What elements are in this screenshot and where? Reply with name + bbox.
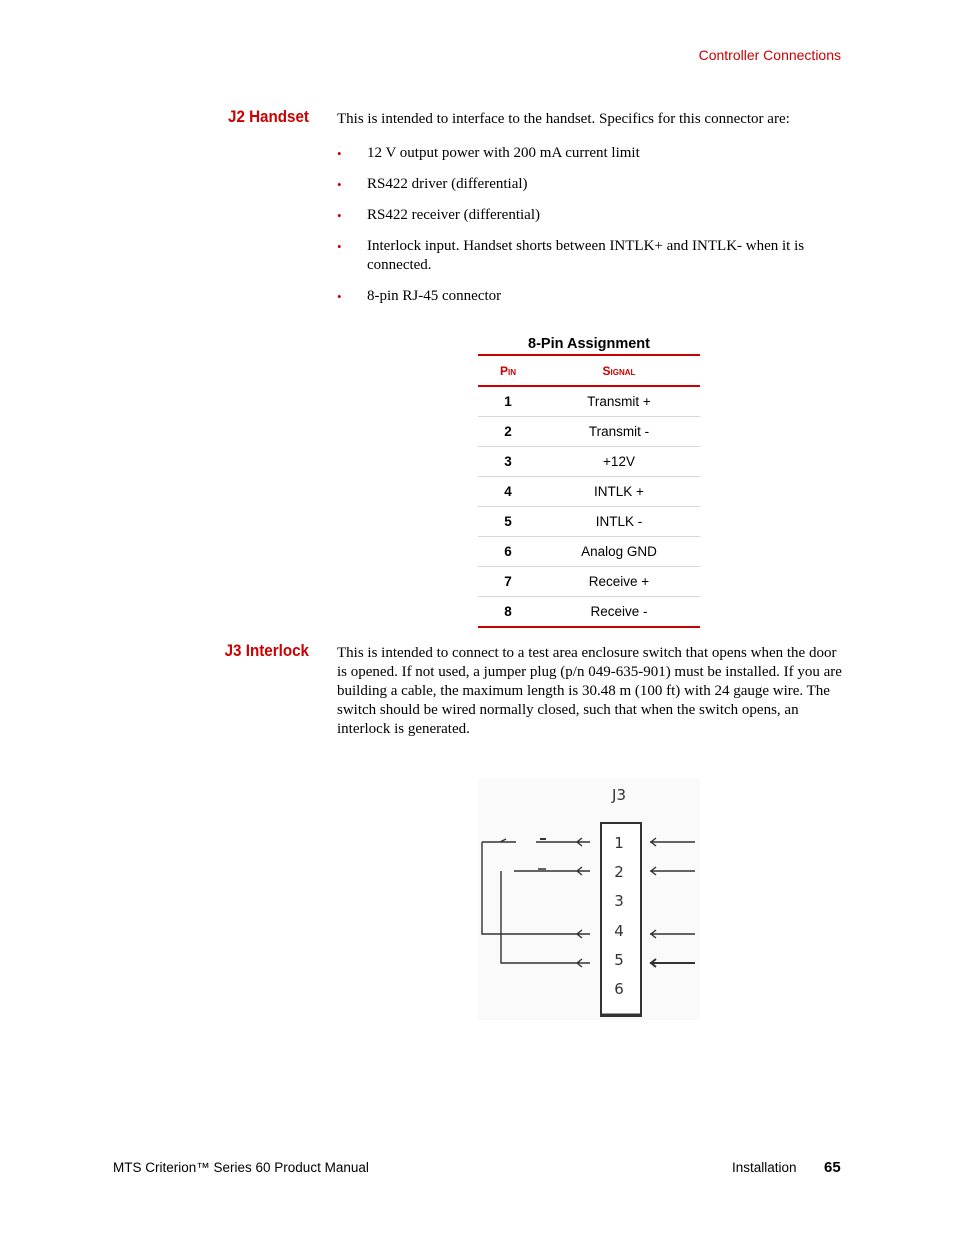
pin-cell: 7 (478, 567, 538, 597)
pin-cell: 1 (478, 386, 538, 417)
pin-label: 4 (614, 922, 624, 940)
table-row (478, 597, 700, 628)
list-item: • 8-pin RJ-45 connector (337, 288, 502, 304)
pin-assignment-table (478, 334, 700, 628)
pin-cell: 8 (504, 604, 512, 619)
j3-interlock-heading: J3 Interlock (224, 642, 309, 660)
footer-manual-title: MTS Criterion™ Series 60 Product Manual (113, 1160, 369, 1175)
bullet-icon: • (337, 239, 342, 254)
bullet-icon: • (337, 177, 342, 192)
table-row (478, 386, 700, 417)
j2-handset-heading: J2 Handset (227, 108, 309, 126)
column-header-signal: Signal (538, 355, 700, 386)
list-item: • Interlock input. Handset shorts between INTLK+ and INTLK- when it is connected. (337, 238, 805, 273)
diagram-background (478, 778, 700, 1020)
pin-table (478, 354, 700, 628)
table-row (478, 417, 700, 447)
signal-cell: Receive + (538, 567, 700, 597)
signal-cell: INTLK + (538, 477, 700, 507)
pin-cell: 5 (478, 507, 538, 537)
pin-label: 6 (614, 980, 624, 998)
connector-label: J3 (612, 786, 626, 804)
pin-label: 3 (614, 892, 624, 910)
running-header: Controller Connections (698, 47, 841, 63)
column-header-pin: Pin (478, 355, 538, 386)
pin-cell: 3 (478, 447, 538, 477)
signal-cell: +12V (538, 447, 700, 477)
pin-cell: 6 (478, 537, 538, 567)
pin-label: 1 (614, 834, 624, 852)
list-item: • 12 V output power with 200 mA current limit (337, 145, 640, 161)
signal-cell: Transmit - (538, 417, 700, 447)
page-number: 65 (824, 1159, 841, 1176)
table-header-row (478, 355, 700, 386)
bullet-icon: • (337, 289, 342, 304)
pin-label: 2 (614, 863, 624, 881)
table-row (478, 507, 700, 537)
table-row (478, 477, 700, 507)
signal-cell: Receive - (590, 604, 648, 619)
j3-body-paragraph: This is intended to connect to a test area enclosure switch that opens when the door is opened. If not used, a jumper plug (p/n 049-635-901) must be installed. If you are building a cable, the maximum length is 30.48 m (100 ft) with 24 gauge wire. The switch should be wired normally closed, such that when the switch opens, an interlock is generated. (337, 645, 842, 737)
table-title: 8-Pin Assignment (528, 336, 650, 352)
pin-cell: 2 (478, 417, 538, 447)
table-row (478, 447, 700, 477)
pin-label: 5 (614, 951, 624, 969)
j2-spec-list (337, 144, 842, 318)
table-row (478, 567, 700, 597)
bullet-icon: • (337, 146, 342, 161)
table-row (478, 537, 700, 567)
pin-cell: 4 (478, 477, 538, 507)
footer-section: Installation (732, 1160, 797, 1175)
list-item: • RS422 receiver (differential) (337, 207, 540, 223)
signal-cell: INTLK - (538, 507, 700, 537)
signal-cell: Transmit + (538, 386, 700, 417)
list-item: • RS422 driver (differential) (337, 176, 528, 192)
bullet-icon: • (337, 208, 342, 223)
j3-wiring-diagram (478, 778, 700, 1020)
signal-cell: Analog GND (538, 537, 700, 567)
j2-intro-paragraph: This is intended to interface to the handset. Specifics for this connector are: (337, 111, 790, 127)
